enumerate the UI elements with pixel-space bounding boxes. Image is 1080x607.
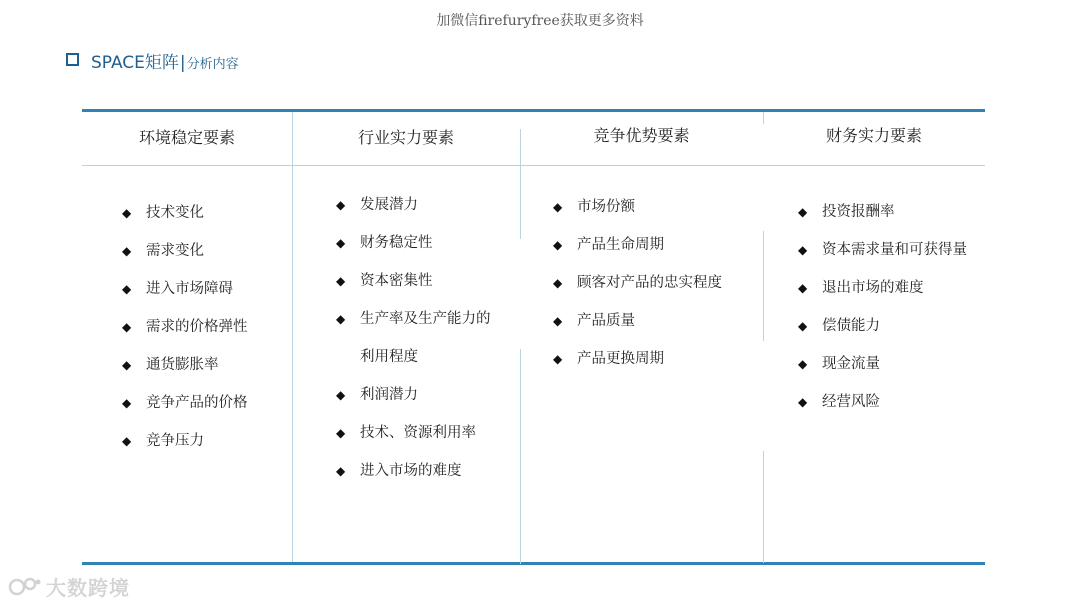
column-header-financial: 财务实力要素 — [825, 126, 922, 145]
list-item: ◆ 现金流量 — [798, 345, 967, 383]
diamond-bullet-icon: ◆ — [553, 314, 563, 328]
list-item: ◆ 偿债能力 — [798, 307, 967, 345]
space-matrix-table — [82, 109, 985, 565]
diamond-bullet-icon: ◆ — [553, 276, 563, 290]
list-item: ◆ 顾客对产品的忠实程度 — [553, 264, 722, 302]
industry-factor-list — [336, 186, 491, 490]
list-item: ◆ 通货膨胀率 — [122, 346, 248, 384]
diamond-bullet-icon: ◆ — [336, 198, 346, 212]
diamond-bullet-icon: ◆ — [122, 282, 132, 296]
list-item: ◆ 需求的价格弹性 — [122, 308, 248, 346]
list-item: ◆ 利润潜力 — [336, 376, 491, 414]
section-header — [66, 48, 239, 73]
brand-logo-text: 大数跨境 — [46, 576, 130, 600]
list-item: ◆ 财务稳定性 — [336, 224, 491, 262]
list-item-continuation: 利用程度 — [360, 349, 418, 365]
diamond-bullet-icon: ◆ — [336, 426, 346, 440]
list-item: ◆ 投资报酬率 — [798, 193, 967, 231]
list-item: ◆ 产品更换周期 — [553, 340, 722, 378]
diamond-bullet-icon: ◆ — [798, 357, 808, 371]
diamond-bullet-icon: ◆ — [122, 244, 132, 258]
list-item: ◆ 市场份额 — [553, 188, 722, 226]
list-item: ◆ 资本密集性 — [336, 262, 491, 300]
diamond-bullet-icon: ◆ — [336, 274, 346, 288]
list-item: ◆ 生产率及生产能力的 — [336, 300, 491, 338]
list-item: ◆ 退出市场的难度 — [798, 269, 967, 307]
list-item: ◆ 产品质量 — [553, 302, 722, 340]
diamond-bullet-icon: ◆ — [798, 319, 808, 333]
table-top-rule — [82, 109, 985, 112]
list-item: ◆ 经营风险 — [798, 383, 967, 421]
list-item: ◆ 发展潜力 — [336, 186, 491, 224]
list-item: ◆ 进入市场障碍 — [122, 270, 248, 308]
list-item: ◆ 竞争压力 — [122, 422, 248, 460]
column-divider — [520, 349, 521, 564]
column-divider — [763, 451, 764, 563]
diamond-bullet-icon: ◆ — [122, 434, 132, 448]
list-item: ◆ 技术变化 — [122, 194, 248, 232]
diamond-bullet-icon: ◆ — [122, 396, 132, 410]
diamond-bullet-icon: ◆ — [122, 206, 132, 220]
diamond-bullet-icon: ◆ — [336, 236, 346, 250]
diamond-bullet-icon: ◆ — [798, 205, 808, 219]
diamond-bullet-icon: ◆ — [798, 243, 808, 257]
diamond-bullet-icon: ◆ — [336, 464, 346, 478]
diamond-bullet-icon: ◆ — [798, 395, 808, 409]
diamond-bullet-icon: ◆ — [553, 352, 563, 366]
diamond-bullet-icon: ◆ — [336, 312, 346, 326]
diamond-bullet-icon: ◆ — [336, 388, 346, 402]
brand-mark-icon — [8, 576, 42, 598]
brand-logo — [8, 572, 130, 601]
list-item: ◆ 产品生命周期 — [553, 226, 722, 264]
competitive-factor-list — [553, 188, 722, 378]
environment-factor-list — [122, 194, 248, 460]
section-title: SPACE矩阵 — [91, 53, 179, 73]
column-header-environment: 环境稳定要素 — [138, 128, 235, 147]
financial-factor-list — [798, 193, 967, 421]
column-header-competitive: 竞争优势要素 — [593, 126, 690, 145]
square-bullet-icon — [66, 53, 79, 66]
diamond-bullet-icon: ◆ — [553, 238, 563, 252]
section-subtitle: 分析内容 — [186, 57, 239, 72]
list-item: ◆ 技术、资源利用率 — [336, 414, 491, 452]
table-bottom-rule — [82, 562, 985, 565]
diamond-bullet-icon: ◆ — [553, 200, 563, 214]
header-divider — [82, 165, 985, 166]
column-header-industry: 行业实力要素 — [357, 128, 454, 147]
diamond-bullet-icon: ◆ — [122, 358, 132, 372]
list-item: ◆ 资本需求量和可获得量 — [798, 231, 967, 269]
list-item: ◆ 竞争产品的价格 — [122, 384, 248, 422]
column-divider — [292, 112, 293, 562]
diamond-bullet-icon: ◆ — [122, 320, 132, 334]
section-separator: | — [179, 53, 186, 73]
column-divider — [763, 231, 764, 341]
list-item: ◆ 进入市场的难度 — [336, 452, 491, 490]
watermark-text: 加微信firefuryfree获取更多资料 — [436, 13, 644, 29]
list-item: ◆ 需求变化 — [122, 232, 248, 270]
diamond-bullet-icon: ◆ — [798, 281, 808, 295]
